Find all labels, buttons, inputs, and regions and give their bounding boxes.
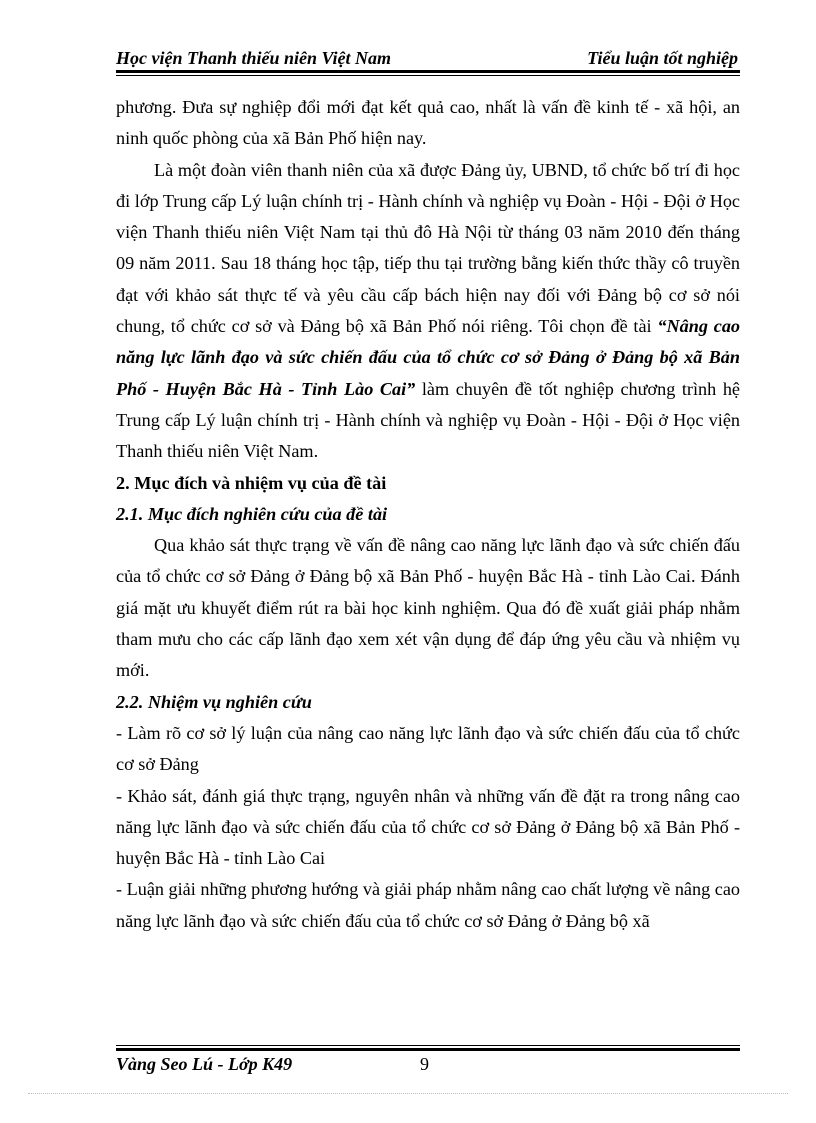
header-rule-thin (116, 75, 740, 76)
paragraph-purpose: Qua khảo sát thực trạng về vấn đề nâng cao năng lực lãnh đạo và sức chiến đấu của tổ chức cơ sở Đảng ở Đảng bộ xã Bản Phố - huyện Bắc Hà - tỉnh Lào Cai. Đánh giá mặt ưu khuyết điểm rút ra bài học kinh nghiệm. Qua đó đề xuất giải pháp nhằm tham mưu cho các cấp lãnh đạo xem xét vận dụng để đáp ứng yêu cầu và nhiệm vụ mới. (116, 535, 740, 681)
footer-author: Vàng Seo Lú - Lớp K49 (116, 1054, 293, 1074)
section-heading: 2. Mục đích và nhiệm vụ của đề tài (116, 472, 387, 493)
document-body (116, 92, 740, 937)
subsection-heading-purpose: 2.1. Mục đích nghiên cứu của đề tài (116, 503, 388, 524)
footer-rule-thin (116, 1045, 740, 1046)
page-footer (116, 1054, 740, 1078)
paragraph-topic-selection (116, 155, 740, 468)
header-rule-thick (116, 70, 740, 73)
list-item: - Luận giải những phương hướng và giải pháp nhằm nâng cao chất lượng về nâng cao năng lực lãnh đạo và sức chiến đấu của tổ chức cơ sở Đảng ở Đảng bộ xã (116, 879, 740, 931)
header-doc-type: Tiểu luận tốt nghiệp (587, 48, 738, 68)
page-boundary-dotted (28, 1093, 788, 1094)
header-institution: Học viện Thanh thiếu niên Việt Nam (116, 48, 392, 68)
list-item: - Làm rõ cơ sở lý luận của nâng cao năng lực lãnh đạo và sức chiến đấu của tổ chức cơ sở Đảng (116, 722, 740, 775)
paragraph-continuation: phương. Đưa sự nghiệp đổi mới đạt kết quả cao, nhất là vấn đề kinh tế - xã hội, an ninh quốc phòng của xã Bản Phố hiện nay. (116, 97, 740, 149)
list-item: - Khảo sát, đánh giá thực trạng, nguyên nhân và những vấn đề đặt ra trong nâng cao năng lực lãnh đạo và sức chiến đấu của tổ chức cơ sở Đảng ở Đảng bộ xã Bản Phố - huyện Bắc Hà - tỉnh Lào Cai (116, 785, 740, 869)
page-header (116, 48, 740, 70)
footer-rule-thick (116, 1048, 740, 1051)
page-number: 9 (420, 1054, 429, 1074)
paragraph-text: Là một đoàn viên thanh niên của xã được Đảng ủy, UBND, tổ chức bố trí đi học đi lớp Trung cấp Lý luận chính trị - Hành chính và nghiệp vụ Đoàn - Hội - Đội ở Học viện Thanh thiếu niên Việt Nam tại thủ đô Hà Nội từ tháng 03 năm 2010 đến tháng 09 năm 2011. Sau 18 tháng học tập, tiếp thu tại trường bằng kiến thức thầy cô truyền đạt với khảo sát thực tế và yêu cầu cấp bách hiện nay đối với Đảng bộ cơ sở nói chung, tổ chức cơ sở và Đảng bộ xã Bản Phố nói riêng. Tôi chọn đề tài (116, 159, 740, 337)
subsection-heading-tasks: 2.2. Nhiệm vụ nghiên cứu (116, 691, 312, 712)
thesis-title: “Nâng cao năng lực lãnh đạo và sức chiến đấu của tổ chức cơ sở Đảng ở Đảng bộ xã Bản Phố - Huyện Bắc Hà - Tỉnh Lào Cai” (116, 316, 741, 399)
paragraph-text: làm chuyên đề tốt nghiệp chương trình hệ Trung cấp Lý luận chính trị - Hành chính và nghiệp vụ Đoàn - Hội - Đội ở Học viện Thanh thiếu niên Việt Nam. (116, 378, 740, 462)
